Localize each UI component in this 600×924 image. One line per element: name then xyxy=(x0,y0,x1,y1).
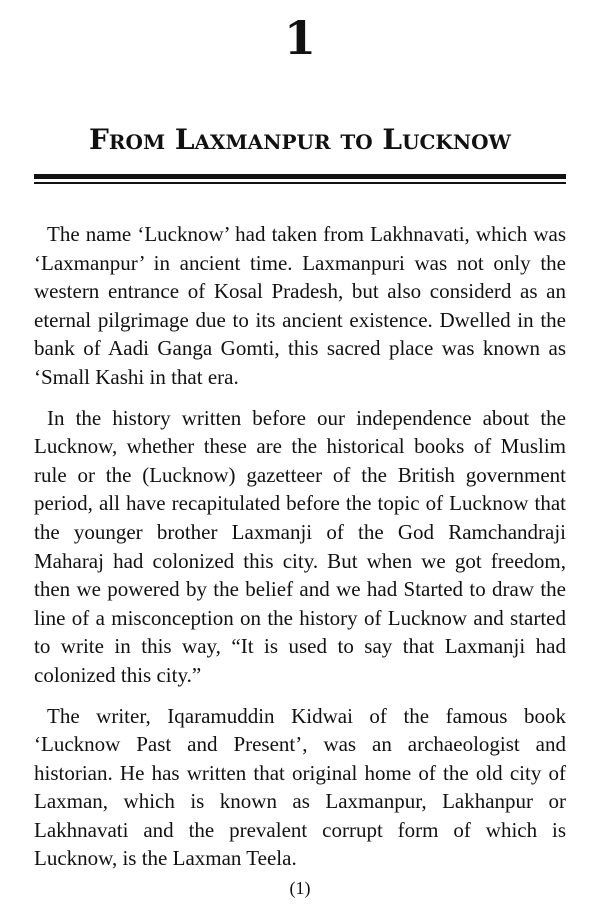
page-number: (1) xyxy=(289,878,311,898)
paragraph: In the history written before our independence about the Lucknow, whether these are the historical books of Muslim rule or the (Lucknow) gazetteer of the British government period, all have recapitulated before the topic of Lucknow that the younger brother Laxmanji of the God Ramchandraji Maharaj had colonized this city. But when we got freedom, then we powered by the belief and we had Started to draw the line of a misconception on the history of Lucknow and started to write in this way, “It is used to say that Laxmanji had colonized this city.” xyxy=(34,405,566,687)
paragraph: The writer, Iqaramuddin Kidwai of the famous book ‘Lucknow Past and Present’, was an archaeologist and historian. He has written that original home of the old city of Laxman, which is known as Laxmanpur, Lakhanpur or Lakhnavati and the prevalent corrupt form of which is Lucknow, is the Laxman Teela. xyxy=(34,703,566,871)
paragraph: The name ‘Lucknow’ had taken from Lakhnavati, which was ‘Laxmanpur’ in ancient time. Laxmanpuri was not only the western entrance of Kosal Pradesh, but also considerd as an eternal pilgrimage due to its ancient existence. Dwelled in the bank of Aadi Ganga Gomti, this sacred place was known as ‘Small Kashi in that era. xyxy=(34,222,566,389)
title-rule-thin xyxy=(34,182,566,184)
chapter-number: 1 xyxy=(283,11,316,65)
title-rule-thick xyxy=(34,174,566,179)
chapter-body xyxy=(34,220,566,885)
chapter-title: From Laxmanpur to Lucknow xyxy=(89,123,511,156)
